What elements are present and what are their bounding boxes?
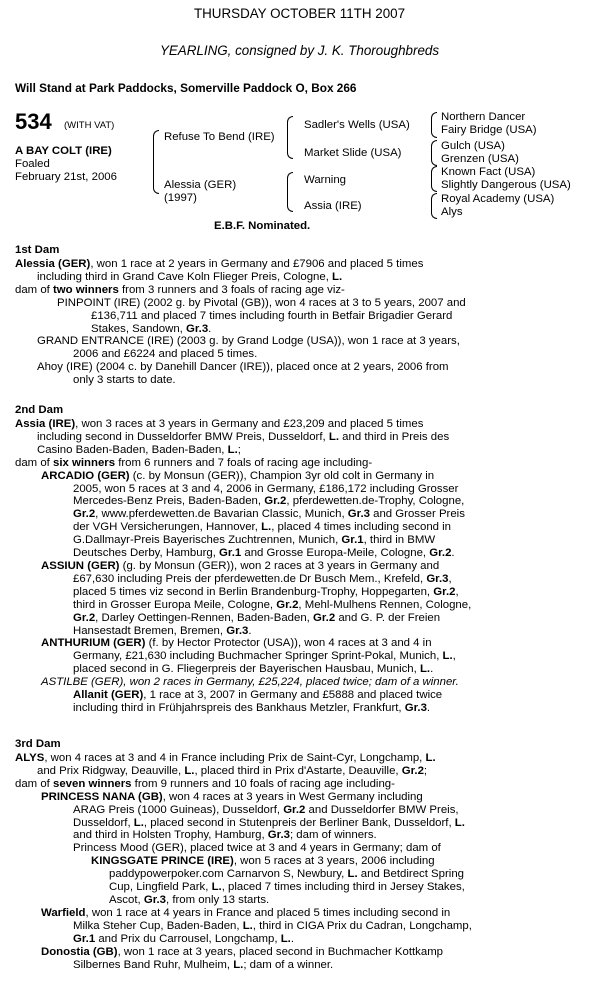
vat-note: (WITH VAT) <box>64 120 115 131</box>
horse-name: ANTHURIUM (GER) <box>41 637 146 650</box>
pedigree-brace <box>431 112 437 138</box>
pedigree-sire-sire: Sadler's Wells (USA) <box>304 119 410 131</box>
emphasis: L. <box>280 932 291 945</box>
second-dam-heading: 2nd Dam <box>15 404 64 416</box>
text-line: Gr.2, www.pferdewetten.de Bavarian Classic, Munich, Gr.3 and Grosser Preis <box>73 508 465 521</box>
text-line: Cup, Lingfield Park, L., placed 7 times including third in Jersey Stakes, <box>109 881 465 894</box>
text-line: KINGSGATE PRINCE (IRE), won 5 races at 3 years, 2006 including <box>91 855 435 868</box>
emphasis: Gr.2 <box>283 803 306 816</box>
text-line: including third in Grand Cave Koln Flieger Preis, Cologne, L. <box>37 270 343 283</box>
horse-name: ASSIUN (GER) <box>41 559 120 572</box>
text-line: Milka Steher Cup, Baden-Baden, L., third in CIGA Prix du Cadran, Longchamp, <box>73 919 472 932</box>
emphasis: L. <box>211 881 222 894</box>
text-line: ASTILBE (GER), won 2 races in Germany, £25,224, placed twice; dam of a winner. <box>41 676 459 689</box>
emphasis: six winners <box>53 456 116 469</box>
text-line: Hansestadt Bremen, Bremen, Gr.3. <box>73 624 252 637</box>
text-line: ANTHURIUM (GER) (f. by Hector Protector (USA)), won 4 races at 3 and 4 in <box>41 637 432 650</box>
text-line <box>15 258 587 271</box>
text-line: Casino Baden-Baden, Baden-Baden, L.; <box>37 443 241 456</box>
emphasis: L. <box>328 430 339 443</box>
emphasis: Gr.2 <box>429 547 452 560</box>
emphasis: L. <box>454 816 465 829</box>
text-line: placed 5 times viz second in Berlin Brandenburg-Trophy, Hoppegarten, Gr.2, <box>73 585 459 598</box>
emphasis: seven winners <box>53 777 132 790</box>
lot-number: 534 <box>15 109 52 134</box>
pedigree-ssd: Fairy Bridge (USA) <box>441 124 537 136</box>
dam-name: Alessia (GER) <box>15 258 91 270</box>
pedigree-brace <box>287 172 293 212</box>
emphasis: L. <box>332 270 343 283</box>
stand-location: Will Stand at Park Paddocks, Somerville Paddock O, Box 266 <box>15 81 357 95</box>
emphasis: Gr.2 <box>276 598 299 611</box>
pedigree-dds: Royal Academy (USA) <box>441 193 555 205</box>
text-line: G.Dallmayr-Preis Bayerisches Zuchtrennen, Munich, Gr.1, third in BMW <box>73 534 436 547</box>
text-line: and third in Holsten Trophy, Hamburg, Gr.3; dam of winners. <box>73 829 377 842</box>
text-line: dam of seven winners from 9 runners and 10 foals of racing age including- <box>15 777 395 790</box>
text-line: Ahoy (IRE) (2004 c. by Danehill Dancer (IRE)), placed once at 2 years, 2006 from <box>37 361 449 374</box>
emphasis: Gr.3 <box>267 829 290 842</box>
ebf-note: E.B.F. Nominated. <box>214 220 311 232</box>
text-line: ARAG Preis (1000 Guineas), Dusseldorf, Gr.2 and Dusseldorfer BMW Preis, <box>73 803 459 816</box>
horse-name: KINGSGATE PRINCE (IRE) <box>91 855 234 868</box>
emphasis: Gr.3 <box>143 893 166 906</box>
pedigree-brace <box>153 130 159 194</box>
lot-title: A BAY COLT (IRE) <box>15 145 112 157</box>
text-line: dam of six winners from 6 runners and 7 foals of racing age including- <box>15 456 373 469</box>
text-line: PINPOINT (IRE) (2002 g. by Pivotal (GB)), won 4 races at 3 to 5 years, 2007 and <box>57 296 466 309</box>
emphasis: L. <box>184 764 195 777</box>
third-dam-text <box>15 752 587 971</box>
pedigree-brace <box>287 116 293 159</box>
text-line: Assia (IRE), won 3 races at 3 years in Germany and £23,209 and placed 5 times <box>15 418 424 430</box>
first-dam-heading: 1st Dam <box>15 244 60 256</box>
emphasis: Gr.2 <box>73 508 96 521</box>
pedigree-dsd: Slightly Dangerous (USA) <box>441 179 571 191</box>
text-line: paddypowerpoker.com Carnarvon S, Newbury, L. and Betdirect Spring <box>109 868 464 881</box>
pedigree-brace <box>431 193 437 219</box>
foaled-label: Foaled <box>15 158 50 170</box>
emphasis: Gr.2 <box>313 611 336 624</box>
text-line: ASSIUN (GER) (g. by Monsun (GER)), won 2 races at 3 years in Germany and <box>41 559 440 572</box>
emphasis: Gr.1 <box>341 534 364 547</box>
text-line: Ascot, Gr.3, from only 13 starts. <box>109 893 270 906</box>
emphasis: L. <box>133 816 144 829</box>
emphasis: Gr.3 <box>226 624 249 637</box>
horse-name: ALYS <box>15 752 45 764</box>
pedigree-ddd: Alys <box>441 206 463 218</box>
text-line: Gr.1 and Prix du Carrousel, Longchamp, L.. <box>73 932 294 945</box>
text-line: Gr.2, Darley Oettingen-Rennen, Baden-Baden, Gr.2 and G. P. der Freien <box>73 611 441 624</box>
emphasis: Gr.2 <box>73 611 96 624</box>
pedigree-dam-year: (1997) <box>164 192 197 204</box>
pedigree-dam-dam: Assia (IRE) <box>304 200 362 212</box>
text-line: 2006 and £6224 and placed 5 times. <box>73 348 258 361</box>
emphasis: L. <box>233 958 244 971</box>
emphasis: Gr.3 <box>404 701 427 714</box>
text-line: dam of two winners from 3 runners and 3 foals of racing age viz- <box>15 283 345 296</box>
pedigree-sdd: Grenzen (USA) <box>441 153 519 165</box>
horse-name: Warfield <box>41 906 86 919</box>
emphasis: Gr.3 <box>185 322 209 335</box>
emphasis: Gr.1 <box>219 547 242 560</box>
emphasis: L. <box>419 663 431 676</box>
text-line: Deutsches Derby, Hamburg, Gr.1 and Grosse Europa-Meile, Cologne, Gr.2. <box>73 547 455 560</box>
emphasis: L. <box>242 919 253 932</box>
pedigree-dss: Known Fact (USA) <box>441 166 536 178</box>
text-line: and Prix Ridgway, Deauville, L., placed third in Prix d'Astarte, Deauville, Gr.2; <box>37 764 428 777</box>
text-line: GRAND ENTRANCE (IRE) (2003 g. by Grand Lodge (USA)), won 1 race at 3 years, <box>37 335 460 348</box>
emphasis: Gr.3 <box>426 572 449 585</box>
text-line: placed second in G. Fliegerpreis der Bayerischen Hausbau, Munich, L.. <box>73 663 434 676</box>
text-line: Germany, £21,630 including Buchmacher Springer Sprint-Pokal, Munich, L., <box>73 650 456 663</box>
text-line: including third in Frühjahrspreis des Bankhaus Metzler, Frankfurt, Gr.3. <box>73 701 431 714</box>
text-line: Stakes, Sandown, Gr.3. <box>91 322 212 335</box>
horse-name: Allanit (GER) <box>73 689 144 702</box>
emphasis: L. <box>442 650 453 663</box>
emphasis: Gr.2 <box>433 585 456 598</box>
pedigree-sss: Northern Dancer <box>441 111 526 123</box>
text-line: including second in Dusseldorfer BMW Preis, Dusseldorf, L. and third in Preis des <box>37 430 450 443</box>
third-dam-heading: 3rd Dam <box>15 738 61 750</box>
emphasis: Gr.3 <box>347 508 370 521</box>
text-line: Dusseldorf, L., placed second in Stutenpreis der Berliner Bank, Dusseldorf, L. <box>73 816 465 829</box>
foaled-date: February 21st, 2006 <box>15 171 117 183</box>
pedigree-sds: Gulch (USA) <box>441 140 505 152</box>
text-line: Mercedes-Benz Preis, Baden-Baden, Gr.2, pferdewetten.de-Trophy, Cologne, <box>73 495 465 508</box>
text-run: , won 1 race at 2 years in Germany and £7906 and placed 5 times <box>90 258 424 270</box>
text-line: £136,711 and placed 7 times including fourth in Betfair Brigadier Gerard <box>91 309 453 322</box>
text-line: Warfield, won 1 race at 4 years in France and placed 5 times including second in <box>41 906 451 919</box>
pedigree-sire-dam: Market Slide (USA) <box>304 147 402 159</box>
pedigree-sire: Refuse To Bend (IRE) <box>164 131 275 143</box>
emphasis: L. <box>425 752 436 764</box>
text-line: only 3 starts to date. <box>73 374 176 387</box>
horse-name: PRINCESS NANA (GB) <box>41 790 163 803</box>
sale-date: THURSDAY OCTOBER 11TH 2007 <box>193 6 406 21</box>
pedigree-brace <box>431 166 437 192</box>
emphasis: L. <box>227 443 238 456</box>
emphasis: two winners <box>53 283 119 296</box>
first-dam-text <box>15 258 587 387</box>
consignor-line: YEARLING, consigned by J. K. Thoroughbreds <box>159 43 440 58</box>
text-line: Donostia (GB), won 1 race at 3 years, placed second in Buchmacher Kottkamp <box>41 945 444 958</box>
emphasis: L. <box>347 868 358 881</box>
text-line: ALYS, won 4 races at 3 and 4 in France including Prix de Saint-Cyr, Longchamp, L. <box>15 752 436 764</box>
text-line: third in Grosser Europa Meile, Cologne, Gr.2, Mehl-Mulhens Rennen, Cologne, <box>73 598 472 611</box>
text-line: 2005, won 5 races at 3 and 4, 2006 in Germany, £186,172 including Grosser <box>73 482 459 495</box>
emphasis: Gr.2 <box>401 764 424 777</box>
text-line: £67,630 including Preis der pferdewetten.de Dr Busch Mem., Krefeld, Gr.3, <box>73 572 452 585</box>
pedigree-dam-sire: Warning <box>304 174 346 186</box>
pedigree-brace <box>431 140 437 166</box>
emphasis: Gr.1 <box>73 932 96 945</box>
text-line: Princess Mood (GER), placed twice at 3 and 4 years in Germany; dam of <box>73 842 441 855</box>
text-line: ARCADIO (GER) (c. by Monsun (GER)), Champion 3yr old colt in Germany in <box>41 469 435 482</box>
emphasis: L. <box>261 521 272 534</box>
text-line: PRINCESS NANA (GB), won 4 races at 3 years in West Germany including <box>41 790 423 803</box>
horse-name: ARCADIO (GER) <box>41 469 130 482</box>
second-dam-text <box>15 418 587 715</box>
horse-name: Donostia (GB) <box>41 945 118 958</box>
text-line: Silbernes Band Ruhr, Mulheim, L.; dam of a winner. <box>73 958 334 971</box>
pedigree-dam: Alessia (GER) <box>164 179 237 191</box>
text-line: Allanit (GER), 1 race at 3, 2007 in Germany and £5888 and placed twice <box>73 689 443 702</box>
emphasis: Gr.2 <box>264 495 287 508</box>
text-line: der VGH Versicherungen, Hannover, L., placed 4 times including second in <box>73 521 452 534</box>
horse-name: Assia (IRE) <box>15 418 76 430</box>
